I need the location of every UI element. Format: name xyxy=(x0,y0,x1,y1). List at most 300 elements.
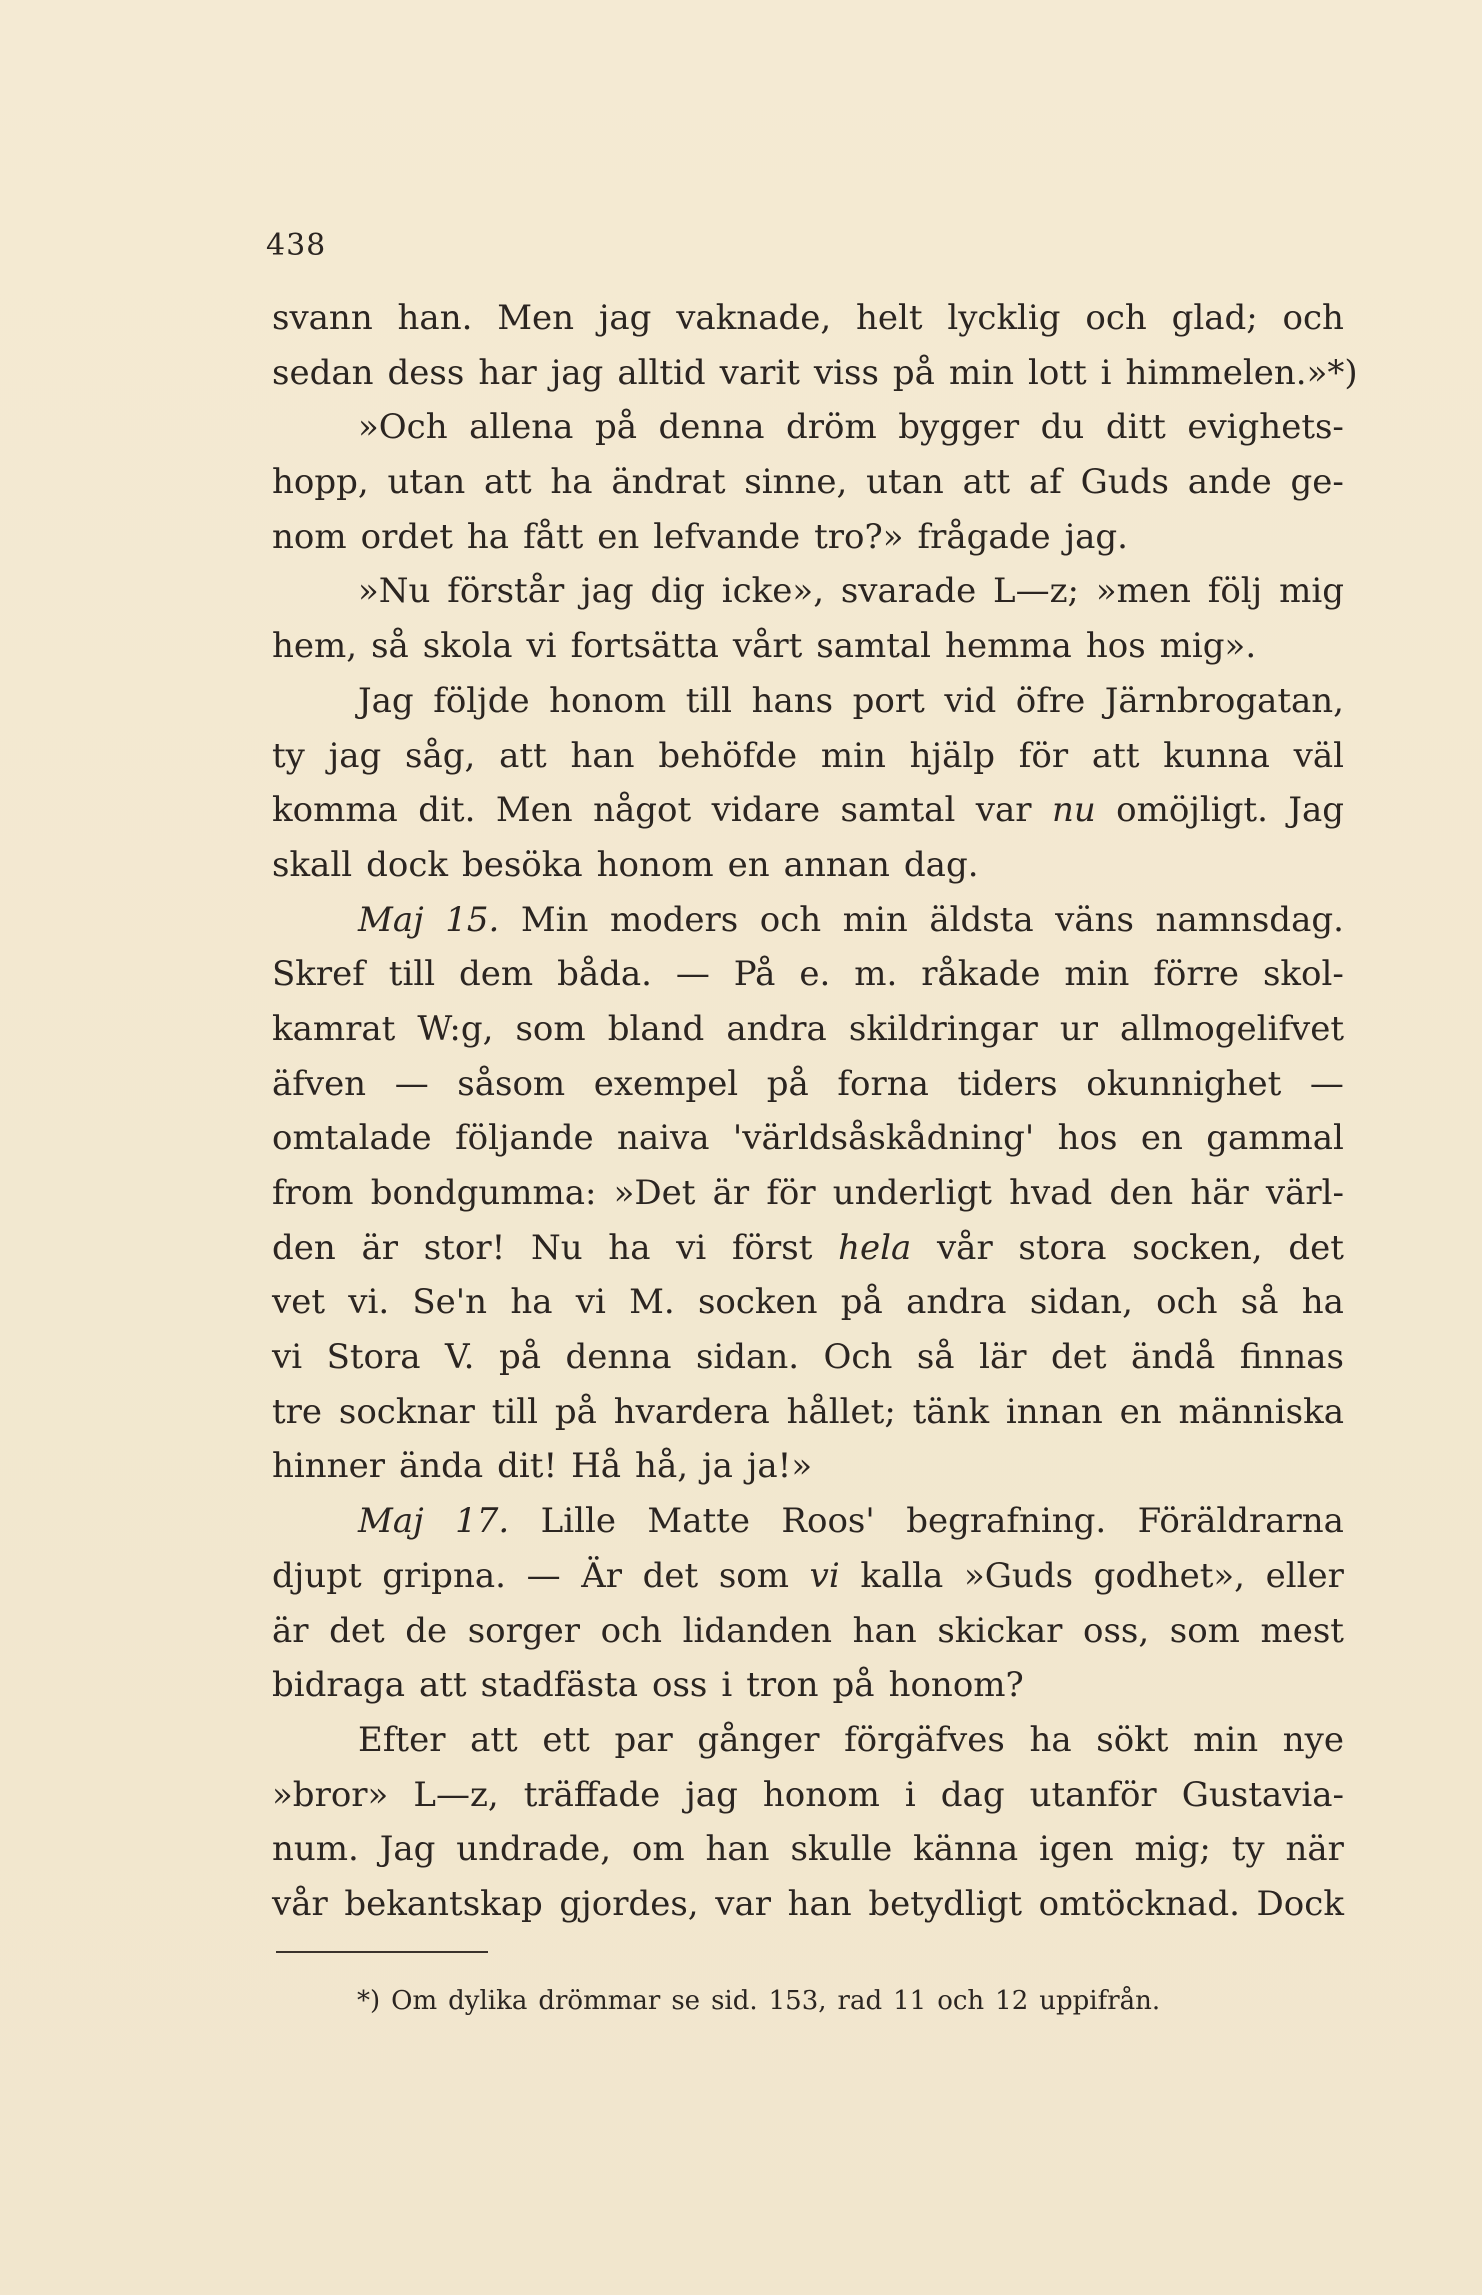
word: Jag xyxy=(358,680,414,721)
word: en xyxy=(1119,1391,1162,1432)
word: okunnighet xyxy=(1086,1063,1282,1104)
word: gånger xyxy=(697,1719,820,1760)
word: hållet; xyxy=(786,1391,896,1432)
word: dess xyxy=(387,352,465,393)
word: sidan. xyxy=(695,1337,800,1378)
word: något xyxy=(593,790,692,831)
word: »Det xyxy=(613,1173,696,1213)
word: Maj xyxy=(358,899,424,940)
word: gripna. xyxy=(382,1555,506,1596)
word: skall xyxy=(272,844,353,885)
word: helt xyxy=(855,298,923,338)
word: sinne, xyxy=(744,462,848,503)
word: svann xyxy=(272,298,373,338)
word: L—z, xyxy=(413,1774,499,1815)
footnote-word: 11 xyxy=(893,1986,927,2016)
word: hela xyxy=(838,1227,912,1268)
word: kunna xyxy=(1163,735,1270,776)
word: num. xyxy=(272,1829,359,1870)
footnote-divider xyxy=(276,1951,488,1953)
word: viss xyxy=(813,352,879,393)
word: en xyxy=(1140,1118,1183,1159)
word: det xyxy=(642,1555,699,1596)
word: lidanden xyxy=(682,1610,833,1651)
footnote-word: uppifrån. xyxy=(1039,1986,1161,2016)
word: på xyxy=(832,1665,875,1706)
word: — xyxy=(394,1063,429,1104)
word: ande xyxy=(1187,462,1272,503)
text-line xyxy=(272,838,1344,893)
text-line xyxy=(272,400,1344,455)
word: en xyxy=(727,844,770,885)
word: dit. xyxy=(418,790,476,831)
word: på xyxy=(554,1391,597,1432)
word: from xyxy=(272,1173,354,1213)
word: utan xyxy=(387,462,466,503)
word: att xyxy=(962,462,1011,503)
word: känna xyxy=(913,1829,1019,1870)
word: ja!» xyxy=(746,1446,813,1487)
word: först xyxy=(731,1227,813,1268)
word: är xyxy=(272,1610,309,1651)
word: ha xyxy=(608,1227,651,1268)
word: ja xyxy=(702,1446,733,1487)
text-line xyxy=(272,1549,1344,1604)
word: m. xyxy=(854,954,898,995)
word: denna xyxy=(565,1337,672,1378)
word: att xyxy=(484,462,532,503)
word: vårt xyxy=(732,626,803,667)
word: ändå xyxy=(1131,1337,1216,1378)
text-line xyxy=(272,1111,1344,1166)
word: jag xyxy=(598,298,652,338)
word: de xyxy=(405,1610,448,1651)
text-line xyxy=(272,893,1344,948)
word: »bror» xyxy=(272,1774,389,1815)
word: annan xyxy=(783,844,890,885)
word: skola xyxy=(422,626,513,667)
word: lycklig xyxy=(947,298,1061,338)
word: betydligt xyxy=(868,1883,1023,1924)
word: som xyxy=(718,1555,790,1596)
word: djupt xyxy=(272,1555,362,1596)
word: vi xyxy=(809,1555,840,1596)
word: på xyxy=(766,1063,809,1104)
text-line xyxy=(272,346,1358,401)
word: bygger xyxy=(898,407,1020,448)
word: sökt xyxy=(1096,1719,1169,1760)
word: äfven xyxy=(272,1063,367,1104)
word: träffade xyxy=(523,1774,661,1815)
text-line xyxy=(272,1057,1344,1112)
text-line xyxy=(272,1330,1344,1385)
text-line xyxy=(272,1439,1344,1494)
word: port xyxy=(852,680,925,721)
word: Men xyxy=(495,790,573,831)
word: andra xyxy=(906,1282,1007,1323)
word: fått xyxy=(523,516,584,557)
word: en xyxy=(597,516,640,557)
word: finnas xyxy=(1239,1337,1344,1378)
word: Maj xyxy=(358,1501,424,1542)
word: Gustavia- xyxy=(1181,1774,1344,1815)
word: det xyxy=(1050,1337,1107,1378)
word: svarade xyxy=(840,571,977,612)
word: evighets- xyxy=(1187,407,1344,448)
word: — xyxy=(526,1555,561,1596)
word: dock xyxy=(366,844,448,885)
word: och xyxy=(1156,1282,1218,1323)
word: tiders xyxy=(957,1063,1058,1104)
word: att xyxy=(470,1719,518,1760)
word: omtöcknad. xyxy=(1038,1883,1240,1924)
word: så xyxy=(1240,1282,1279,1323)
word: allmogelifvet xyxy=(1120,1008,1344,1049)
word: e. xyxy=(799,954,831,995)
word: råkade xyxy=(921,954,1041,995)
word: hjälp xyxy=(909,735,996,776)
word: är xyxy=(712,1173,750,1213)
word: bidraga xyxy=(272,1665,405,1706)
text-line xyxy=(272,1658,1344,1713)
word: är xyxy=(361,1227,399,1268)
word: Se'n xyxy=(412,1282,488,1323)
word: lott xyxy=(1027,352,1087,393)
word: oss, xyxy=(1082,1610,1150,1651)
word: omtalade xyxy=(272,1118,432,1159)
word: honom xyxy=(762,1774,880,1815)
word: dag. xyxy=(903,844,979,885)
word: Stora xyxy=(326,1337,421,1378)
word: värl- xyxy=(1265,1173,1344,1213)
word: — xyxy=(1309,1063,1344,1104)
word: på xyxy=(594,407,638,448)
footnote-word: 12 xyxy=(995,1986,1029,2016)
word: ha xyxy=(1029,1719,1072,1760)
word: den xyxy=(1109,1173,1174,1213)
word: »Och xyxy=(358,407,448,448)
word: du xyxy=(1040,407,1085,448)
footnote xyxy=(357,1984,1171,2018)
word: dig xyxy=(650,571,705,612)
word: hos xyxy=(1057,1118,1118,1159)
word: dit! xyxy=(497,1446,558,1487)
word: himmelen.»*) xyxy=(1125,352,1358,393)
footnote-word: rad xyxy=(837,1986,883,2016)
footnote-word: sid. xyxy=(711,1986,758,2016)
word: till xyxy=(685,680,732,721)
word: vi xyxy=(676,1227,707,1268)
word: par xyxy=(614,1719,673,1760)
text-line xyxy=(272,1385,1344,1440)
word: sedan xyxy=(272,352,374,393)
word: socknar xyxy=(338,1391,475,1432)
footnote-word: Om xyxy=(391,1986,438,2016)
word: »Nu xyxy=(358,571,431,612)
word: innan xyxy=(1005,1391,1103,1432)
word: På xyxy=(733,954,776,995)
word: kalla xyxy=(860,1555,944,1596)
word: Men xyxy=(497,298,575,338)
word: Hå xyxy=(571,1446,622,1487)
word: att xyxy=(499,735,547,776)
word: min xyxy=(1193,1719,1259,1760)
word: dröm xyxy=(786,407,877,448)
word: för xyxy=(1018,735,1069,776)
word: frågade xyxy=(917,516,1051,557)
word: socken, xyxy=(1132,1227,1263,1268)
word: Roos' xyxy=(781,1501,875,1542)
word: dag xyxy=(940,1774,1005,1815)
word: såsom xyxy=(457,1063,566,1104)
word: kamrat xyxy=(272,1008,396,1049)
word: det xyxy=(329,1610,385,1651)
word: förstår xyxy=(447,571,565,612)
word: på xyxy=(892,352,935,393)
word: Och xyxy=(823,1337,893,1378)
word: Matte xyxy=(647,1501,750,1542)
word: förgäfves xyxy=(844,1719,1005,1760)
word: skickar xyxy=(937,1610,1063,1651)
word: sorger xyxy=(467,1610,581,1651)
word: eller xyxy=(1265,1555,1344,1596)
word: öfre xyxy=(1015,680,1086,721)
word: W:g, xyxy=(417,1008,494,1049)
word: vi xyxy=(575,1282,606,1323)
word: här xyxy=(1190,1173,1249,1213)
word: väl xyxy=(1293,735,1344,776)
word: honom? xyxy=(888,1665,1024,1706)
word: Skref xyxy=(272,954,365,995)
word: mest xyxy=(1260,1610,1344,1651)
word: så xyxy=(371,626,409,667)
word: — xyxy=(675,954,710,995)
word: ditt xyxy=(1105,407,1166,448)
word: hinner xyxy=(272,1446,385,1487)
word: nu xyxy=(1051,790,1096,831)
word: jag xyxy=(581,571,634,612)
word: på xyxy=(840,1282,883,1323)
word: namnsdag. xyxy=(1155,899,1344,940)
word: glad; xyxy=(1171,298,1258,338)
text-line xyxy=(272,947,1344,1002)
word: min xyxy=(820,735,886,776)
word: var xyxy=(975,790,1032,831)
footnote-word: dylika xyxy=(448,1986,528,2016)
word: gjordes, xyxy=(559,1883,699,1924)
word: samtal xyxy=(816,626,932,667)
word: undrade, xyxy=(456,1829,612,1870)
word: stor! xyxy=(423,1227,506,1268)
word: har xyxy=(478,352,537,393)
body-text xyxy=(272,291,1358,1932)
word: ha xyxy=(1301,1282,1344,1323)
word: L—z; xyxy=(993,571,1079,612)
word: till xyxy=(491,1391,539,1432)
word: forna xyxy=(837,1063,929,1104)
word: hvad xyxy=(1009,1173,1093,1213)
word: bland xyxy=(607,1008,705,1049)
text-line xyxy=(272,291,1344,346)
word: när xyxy=(1285,1829,1344,1870)
word: min xyxy=(842,899,908,940)
word: begrafning. xyxy=(906,1501,1107,1542)
word: jag. xyxy=(1064,516,1128,557)
word: mig». xyxy=(1159,626,1257,667)
word: följande xyxy=(455,1118,594,1159)
word: att xyxy=(418,1665,467,1706)
word: det xyxy=(1288,1227,1344,1268)
text-line xyxy=(272,619,1344,674)
word: naiva xyxy=(617,1118,710,1159)
word: andra xyxy=(726,1008,827,1049)
word: tänk xyxy=(912,1391,990,1432)
word: varit xyxy=(719,352,800,393)
word: människa xyxy=(1178,1391,1344,1432)
word: i xyxy=(721,1665,733,1706)
word: vi xyxy=(526,626,557,667)
word: hå, xyxy=(635,1446,689,1487)
word: vi xyxy=(272,1337,303,1378)
word: jag xyxy=(550,352,604,393)
word: vår xyxy=(936,1227,993,1268)
text-line xyxy=(272,1822,1344,1877)
word: han xyxy=(570,735,635,776)
text-line xyxy=(272,564,1344,619)
text-line xyxy=(272,510,1344,565)
word: mig xyxy=(1279,571,1344,612)
word: 'världsåskådning' xyxy=(732,1118,1035,1159)
word: vi. xyxy=(348,1282,390,1323)
word: jag xyxy=(328,735,382,776)
word: lefvande xyxy=(653,516,801,557)
text-line xyxy=(272,455,1344,510)
text-line xyxy=(272,1877,1344,1932)
word: hopp, xyxy=(272,462,369,503)
word: komma xyxy=(272,790,398,831)
word: socken xyxy=(697,1282,818,1323)
footnote-word: se xyxy=(671,1986,701,2016)
word: hem, xyxy=(272,626,358,667)
word: honom xyxy=(549,680,667,721)
word: till xyxy=(388,954,436,995)
word: vidare xyxy=(711,790,821,831)
word: Jag xyxy=(1288,790,1344,831)
word: Föräldrarna xyxy=(1137,1501,1344,1542)
word: Lille xyxy=(540,1501,616,1542)
word: som xyxy=(515,1008,586,1049)
word: Efter xyxy=(358,1719,446,1760)
word: dem xyxy=(459,954,534,995)
word: besöka xyxy=(461,844,583,885)
word: ändrat xyxy=(611,462,726,503)
word: som xyxy=(1169,1610,1240,1651)
word: alltid xyxy=(617,352,706,393)
word: oss xyxy=(651,1665,708,1706)
word: följde xyxy=(433,680,530,721)
page-number: 438 xyxy=(266,228,327,263)
word: bekantskap xyxy=(344,1883,543,1924)
word: exempel xyxy=(593,1063,739,1104)
word: Järnbrogatan, xyxy=(1104,680,1344,721)
text-line xyxy=(272,729,1344,784)
word: och xyxy=(1085,298,1147,338)
word: honom xyxy=(596,844,714,885)
footnote-word: och xyxy=(937,1986,985,2016)
word: af xyxy=(1029,462,1062,503)
word: ty xyxy=(272,735,305,776)
word: vaknade, xyxy=(676,298,832,338)
text-line xyxy=(272,1713,1344,1768)
text-line xyxy=(272,674,1344,729)
word: hans xyxy=(751,680,834,721)
word: tre xyxy=(272,1391,323,1432)
word: stora xyxy=(1018,1227,1107,1268)
word: denna xyxy=(658,407,765,448)
word: Är xyxy=(581,1555,623,1596)
word: så xyxy=(916,1337,955,1378)
word: hemma xyxy=(945,626,1072,667)
word: på xyxy=(498,1337,542,1378)
word: underligt xyxy=(832,1173,992,1213)
word: ha xyxy=(510,1282,553,1323)
text-line xyxy=(272,1494,1344,1549)
word: såg, xyxy=(405,735,476,776)
word: vid xyxy=(944,680,997,721)
word: allena xyxy=(469,407,574,448)
word: i xyxy=(1100,352,1112,393)
word: och xyxy=(600,1610,663,1651)
text-line xyxy=(272,1166,1344,1221)
word: mig; xyxy=(1134,1829,1211,1870)
footnote-word: 153, xyxy=(768,1986,827,2016)
footnote-word: drömmar xyxy=(538,1986,661,2016)
word: nom xyxy=(272,516,347,557)
word: gammal xyxy=(1206,1118,1344,1159)
word: äldsta xyxy=(929,899,1034,940)
word: moders xyxy=(609,899,739,940)
word: omöjligt. xyxy=(1116,790,1268,831)
word: behöfde xyxy=(658,735,798,776)
word: ha xyxy=(550,462,593,503)
word: tron xyxy=(746,1665,819,1706)
word: bondgumma: xyxy=(370,1173,597,1213)
word: den xyxy=(272,1227,336,1268)
word: Min xyxy=(520,899,589,940)
word: ha xyxy=(466,516,510,557)
word: i xyxy=(904,1774,916,1815)
word: för xyxy=(766,1173,816,1213)
word: ett xyxy=(542,1719,590,1760)
word: och xyxy=(759,899,822,940)
word: förre xyxy=(1153,954,1240,995)
word: han xyxy=(705,1829,770,1870)
word: hvardera xyxy=(613,1391,770,1432)
word: vet xyxy=(272,1282,325,1323)
word: min xyxy=(1064,954,1130,995)
text-line xyxy=(272,1275,1344,1330)
word: stadfästa xyxy=(480,1665,638,1706)
word: han xyxy=(852,1610,917,1651)
text-line xyxy=(272,1221,1344,1276)
word: utan xyxy=(866,462,944,503)
word: väns xyxy=(1055,899,1134,940)
text-line xyxy=(272,1002,1344,1057)
word: skol- xyxy=(1262,954,1344,995)
word: ordet xyxy=(360,516,453,557)
word: ur xyxy=(1059,1008,1098,1049)
word: sidan, xyxy=(1029,1282,1133,1323)
